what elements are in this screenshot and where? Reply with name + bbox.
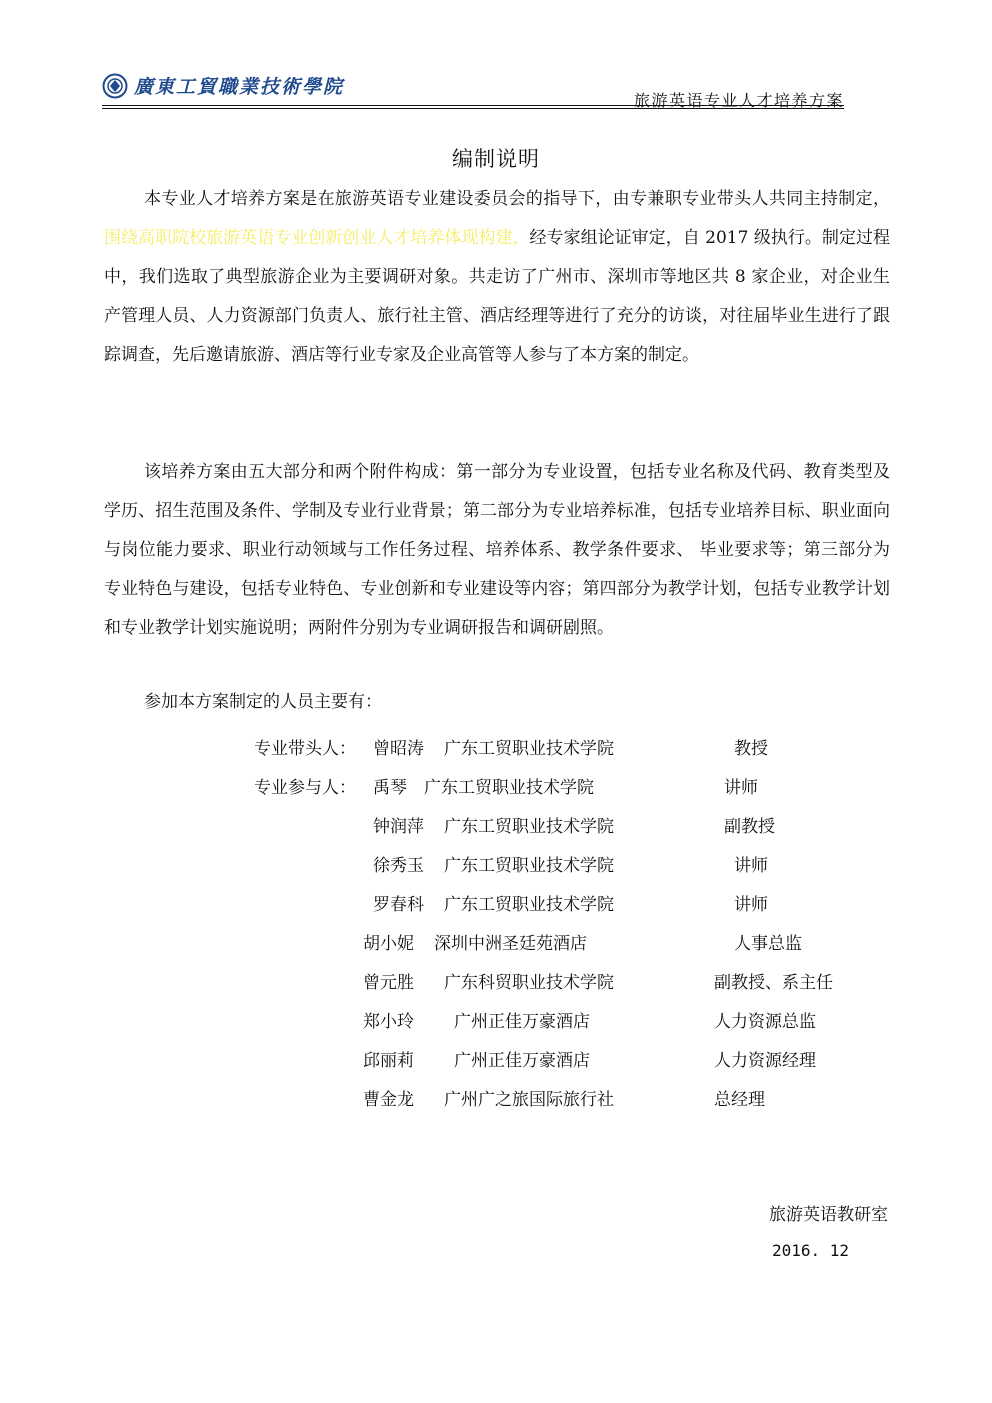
participant-title: 讲师 [724,778,758,798]
participant-title: 教授 [734,739,768,759]
participant-name: 曾元胜 [363,973,414,993]
participant-org: 深圳中洲圣廷苑酒店 [434,934,587,954]
college-logo [102,72,344,99]
document-label: 旅游英语专业人才培养方案 [633,91,844,110]
participant-role: 专业参与人： [254,778,356,798]
participant-org: 广东工贸职业技术学院 [444,895,614,915]
participant-org: 广东工贸职业技术学院 [444,817,614,837]
participant-name: 禹琴 [373,778,407,798]
signature-date: 2016. 12 [771,1241,849,1260]
participant-title: 副教授 [724,817,775,837]
paragraph-preparation [104,180,890,375]
participant-org: 广州正佳万豪酒店 [454,1051,590,1071]
participant-name: 钟润萍 [373,817,424,837]
header-divider [102,105,844,109]
participant-title: 人事总监 [734,934,802,954]
participant-org: 广东工贸职业技术学院 [444,856,614,876]
college-logo-text: 廣東工貿職業技術學院 [134,76,345,98]
participant-title: 人力资源经理 [714,1051,816,1071]
participant-name: 曾昭涛 [373,739,424,759]
participant-role: 专业带头人： [254,739,356,759]
paragraph1-before: 本专业人才培养方案是在旅游英语专业建设委员会的指导下，由专兼职专业带头人共同主持制定， [144,189,890,209]
participant-org: 广东工贸职业技术学院 [444,739,614,759]
participant-title: 副教授、系主任 [714,973,833,993]
college-emblem-icon [102,73,128,99]
participant-name: 郑小玲 [363,1012,414,1032]
participant-name: 徐秀玉 [373,856,424,876]
participant-org: 广东科贸职业技术学院 [444,973,614,993]
participant-title: 讲师 [734,856,768,876]
participant-title: 人力资源总监 [714,1012,816,1032]
participant-name: 罗春科 [373,895,424,915]
participant-title: 讲师 [734,895,768,915]
participant-name: 曹金龙 [363,1090,414,1110]
participant-name: 胡小妮 [363,934,414,954]
signature-org: 旅游英语教研室 [769,1205,888,1225]
participants-intro: 参加本方案制定的人员主要有： [144,692,382,712]
participant-title: 总经理 [714,1090,765,1110]
page-header [102,72,844,108]
participant-org: 广州正佳万豪酒店 [454,1012,590,1032]
participant-org: 广东工贸职业技术学院 [424,778,594,798]
paragraph1-after: 经专家组论证审定，自 2017 级执行。制定过程中，我们选取了典型旅游企业为主要调研对象。共走访了广州市、深圳市等地区共 8 家企业，对企业生产管理人员、人力资源部门负责人、旅行社主管、酒店经理等进行了充分的访谈，对往届毕业生进行了跟踪调查，先后邀请旅游、酒店等行业专家及企业高管等人参与了本方案的制定。 [104,228,890,365]
participant-org: 广州广之旅国际旅行社 [444,1090,614,1110]
paragraph1-highlight: 围绕高职院校旅游英语专业创新创业人才培养体现构建， [104,228,530,248]
participant-name: 邱丽莉 [363,1051,414,1071]
paragraph-structure: 该培养方案由五大部分和两个附件构成：第一部分为专业设置，包括专业名称及代码、教育类型及学历、招生范围及条件、学制及专业行业背景；第二部分为专业培养标准，包括专业培养目标、职业面向与岗位能力要求、职业行动领域与工作任务过程、培养体系、教学条件要求、 毕业要求等；第三部分为专业特色与建设，包括专业特色、专业创新和专业建设等内容；第四部分为教学计划，包括专业教学计划和专业教学计划实施说明；两附件分别为专业调研报告和调研剧照。 [104,462,890,638]
page-title: 编制说明 [452,147,540,171]
